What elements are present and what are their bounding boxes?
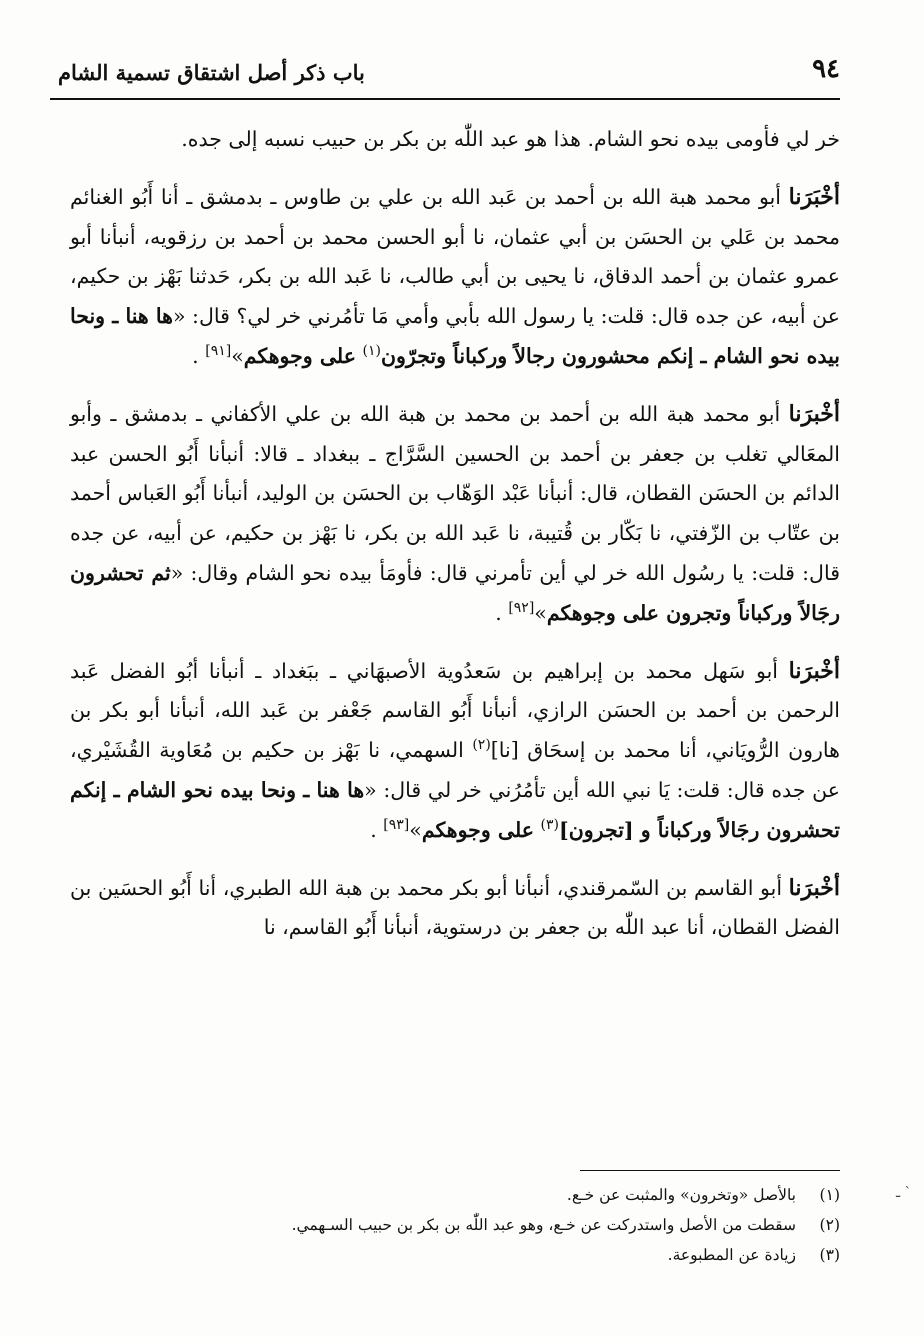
quote-close: »: [409, 817, 422, 842]
hadith-text-end: على وجوهكم: [421, 817, 534, 842]
hadith-text: ها هنا ـ ونحا بيده نحو الشام ـ إنكم محشورون رجالاً وركباناً وتجرّون: [70, 304, 840, 368]
footnote-text: سقطت من الأصل واستدركت عن خـع، وهو عبد اللّٰه بن بكر بن حبيب السـهمي.: [291, 1216, 796, 1234]
paragraph-continuation: [70, 120, 840, 160]
period: .: [192, 343, 199, 368]
hadith-number: [٩١]: [205, 343, 232, 360]
keyword-akhbarana: أخْبَرَنا: [788, 183, 840, 210]
isnad-text: أبو محمد هبة الله بن أحمد بن محمد بن هبة الله بن علي الأكفاني ـ بدمشق ـ وأبو المعَالي تغلب بن جعفر بن أحمد بن الحسين السَّرَّاج ـ ببغداد ـ قالا: أنبأنا أَبُو الحسن عبد الدائم بن الحسَن القطان، قال: أنبأنا عَبْد الوَهّاب بن الحسَن بن الوليد، أنبأنا أَبُو العَباس أحمد بن عتّاب بن الزّفتي، نا بَكّار بن قُتيبة، نا عَبد الله بن بكر، نا بَهْز بن حكيم، عن أبيه، عن جده قال: قلت: يا رسُول الله خر لي أين تأمرني قال: فأومَأ بيده نحو الشام وقال: «: [70, 401, 840, 585]
hadith-text: ها هنا ـ ونحا بيده نحو الشام ـ إنكم تحشرون رجَالاً وركباناً و [تجرون]: [70, 777, 840, 842]
paragraph-isnad-continuing: [70, 869, 840, 949]
footnote-text: بالأصل «وتخرون» والمثبت عن خـع.: [566, 1186, 796, 1204]
hadith-text-end: على وجوهكم: [243, 343, 356, 368]
isnad-text: أبو سَهل محمد بن إبراهيم بن سَعدُوية الأصبهَاني ـ ببَغداد ـ أنبأنا أبُو الفضل عَبد الرحمن بن أحمد بن الحسَن الرازي، أنبأنا أَبُو القاسم جَعْفر بن عَبد الله، أنبأنا أبو بكر بن هارون الرُّويَاني، أنا محمد بن إسحَاق [نا]: [70, 658, 840, 763]
footnotes: [80, 1180, 840, 1270]
paragraph-hadith-92: [70, 395, 840, 634]
footnote-2: [80, 1210, 840, 1240]
footnote-marker: (٢): [472, 737, 491, 754]
paragraph-text: خر لي فأومى بيده نحو الشام. هذا هو عبد اللّٰه بن بكر بن حبيب نسبه إلى جده.: [181, 127, 840, 151]
running-title: باب ذكر أصل اشتقاق تسمية الشام: [58, 60, 365, 85]
period: .: [370, 817, 377, 842]
hadith-text: ثم تحشرون رجَالاً وركباناً وتجرون على وجوهكم: [70, 560, 840, 625]
footnote-marker: (٣): [540, 816, 559, 833]
page-number: ٩٤: [812, 54, 840, 84]
footnote-divider: [580, 1170, 840, 1171]
paragraph-hadith-93: [70, 652, 840, 851]
keyword-akhbarana: أخْبرَنا: [788, 657, 840, 684]
footnote-number: (٢): [819, 1216, 840, 1234]
period: .: [495, 600, 502, 625]
hadith-number: [٩٣]: [383, 816, 410, 833]
paragraph-hadith-91: [70, 178, 840, 377]
isnad-text: أبو القاسم بن السّمرقندي، أنبأنا أبو بكر محمد بن هبة الله الطبري، أنا أَبُو الحسَين بن الفضل القطان، أنا عبد اللّٰه بن جعفر بن درستوية، أنبأنا أَبُو القاسم، نا: [70, 875, 840, 940]
keyword-akhbarana: أخْبرَنا: [788, 400, 840, 427]
footnote-number: (١): [819, 1186, 840, 1204]
footnote-number: (٣): [819, 1246, 840, 1264]
isnad-text: أبو محمد هبة الله بن أحمد بن عَبد الله بن علي بن طاوس ـ بدمشق ـ أنا أَبُو الغنائم محمد بن عَلي بن الحسَن بن أبي عثمان، نا أبو الحسن محمد بن أحمد بن رزقويه، أنبأنا أبو عمرو عثمان بن أحمد الدقاق، نا يحيى بن أبي طالب، نا عَبد الله بن بكر، حَدثنا بَهْز بن حكيم، عن أبيه، عن جده قال: قلت: يا رسول الله بأبي وأمي مَا تأمُرني خر لي؟ قال: «: [70, 184, 840, 329]
isnad-text-2: السهمي، نا بَهْز بن حكيم بن مُعَاوية القُشَيْري، عن جده قال: قلت: يَا نبي الله أين تأمُرُني خر لي قال: «: [70, 738, 840, 802]
scan-edge-mark: ` ـ: [896, 1185, 912, 1201]
quote-close: »: [231, 343, 244, 368]
main-text: [70, 120, 840, 948]
hadith-number: [٩٢]: [508, 599, 535, 616]
footnote-text: زيادة عن المطبوعة.: [667, 1246, 796, 1264]
keyword-akhbarana: أخْبرَنا: [788, 874, 840, 901]
footnote-3: [80, 1240, 840, 1270]
footnote-1: [80, 1180, 840, 1210]
page-header: [50, 48, 840, 100]
footnote-marker: (١): [362, 343, 381, 360]
quote-close: »: [534, 600, 547, 625]
